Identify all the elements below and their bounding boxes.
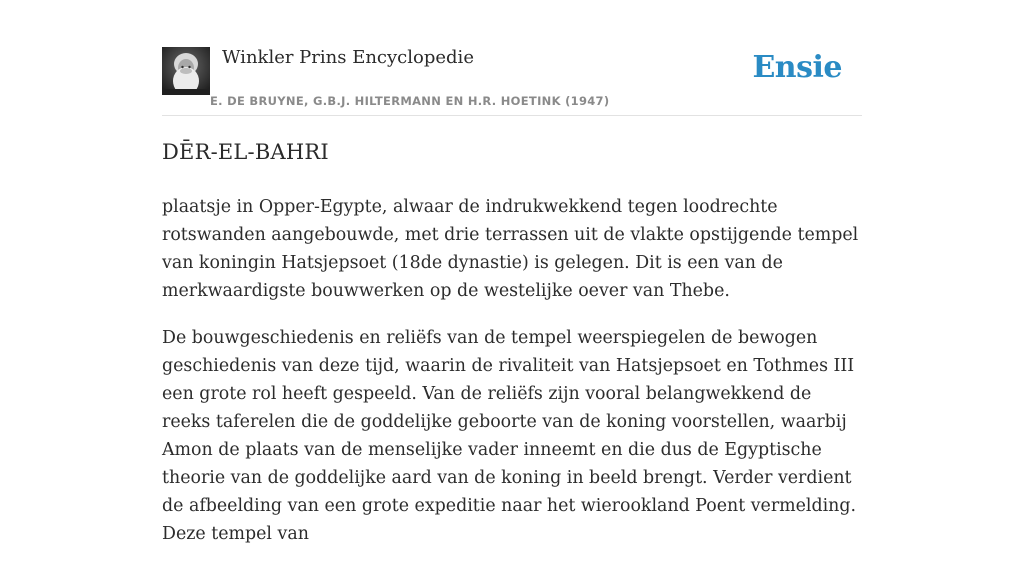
brand-logo[interactable]: Ensie bbox=[752, 50, 842, 85]
authors-line: E. DE BRUYNE, G.B.J. HILTERMANN EN H.R. HOETINK (1947) bbox=[210, 94, 610, 108]
portrait-icon bbox=[162, 47, 210, 95]
author-avatar[interactable] bbox=[162, 47, 210, 95]
article-body bbox=[162, 193, 862, 567]
header bbox=[162, 44, 862, 116]
article-paragraph: plaatsje in Opper-Egypte, alwaar de indrukwekkend tegen loodrechte rotswanden aangebouwde, met drie terrassen uit de vlakte opstijgende tempel van koningin Hatsjepsoet (18de dynastie) is gelegen. Dit is een van de merkwaardigste bouwwerken op de westelijke oever van Thebe. bbox=[162, 197, 859, 301]
publication-title[interactable]: Winkler Prins Encyclopedie bbox=[222, 47, 474, 68]
entry-title: DĒR-EL-BAHRI bbox=[162, 140, 329, 164]
article-paragraph: De bouwgeschiedenis en reliëfs van de tempel weerspiegelen de bewogen geschiedenis van deze tijd, waarin de rivaliteit van Hatsjepsoet en Tothmes III een grote rol heeft gespeeld. Van de reliëfs zijn vooral belangwekkend de reeks taferelen die de goddelijke geboorte van de koning voorstellen, waarbij Amon de plaats van de menselijke vader inneemt en die dus de Egyptische theorie van de goddelijke aard van de koning in beeld brengt. Verder verdient de afbeelding van een grote expeditie naar het wierookland Poent vermelding. Deze tempel van bbox=[162, 328, 857, 544]
